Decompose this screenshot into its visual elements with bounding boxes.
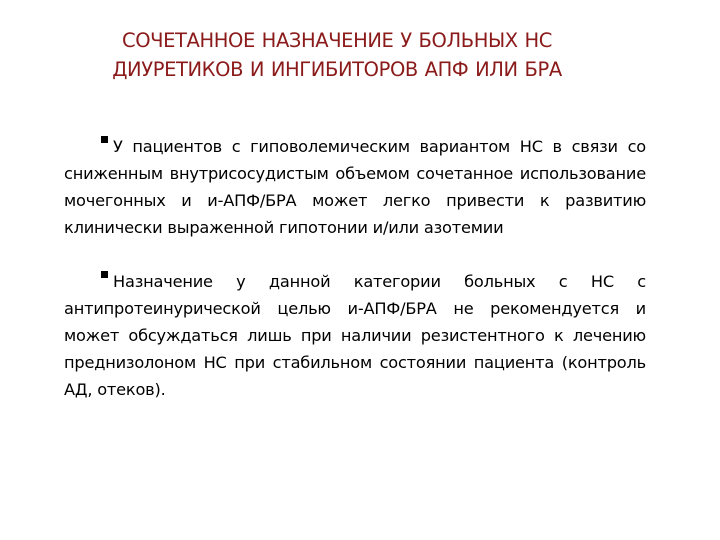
- bullet-text: Назначение у данной категории больных с НС с антипротеинурической целью и-АПФ/БРА не рекомендуется и может обсуждаться лишь при наличии резистентного к лечению преднизолоном НС при стабильном состоянии пациента (контроль АД, отеков).: [64, 272, 646, 399]
- bullet-item-antiproteinuric: [64, 268, 646, 403]
- bullet-text: У пациентов с гиповолемическим вариантом НС в связи со сниженным внутрисосудистым объемом сочетанное использование мочегонных и и-АПФ/БРА может легко привести к развитию клинически выраженной гипотонии и/или азотемии: [64, 137, 646, 237]
- slide-title-line-2: ДИУРЕТИКОВ И ИНГИБИТОРОВ АПФ ИЛИ БРА: [112, 58, 562, 81]
- square-bullet-icon: [101, 136, 108, 143]
- square-bullet-icon: [101, 271, 108, 278]
- bullet-item-hypovolemic: [64, 133, 646, 241]
- slide-title-line-1: СОЧЕТАННОЕ НАЗНАЧЕНИЕ У БОЛЬНЫХ НС: [121, 29, 553, 52]
- slide-title: [20, 26, 654, 84]
- slide-body: [64, 133, 646, 403]
